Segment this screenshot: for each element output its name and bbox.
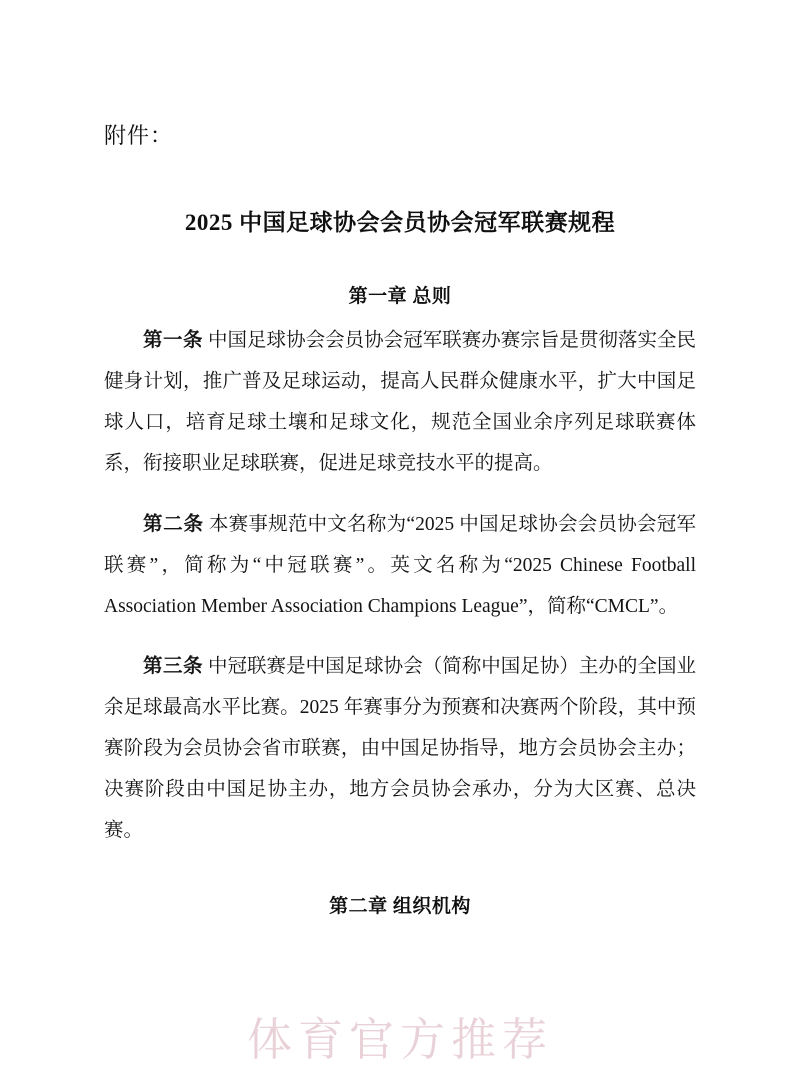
article-number: 第二条 (143, 513, 204, 535)
article-text: 中国足球协会会员协会冠军联赛办赛宗旨是贯彻落实全民健身计划，推广普及足球运动，提高人民群众健康水平，扩大中国足球人口，培育足球土壤和足球文化，规范全国业余序列足球联赛体系，衔接职业足球联赛，促进足球竞技水平的提高。 (104, 330, 696, 474)
attachment-label: 附件： (104, 123, 174, 148)
article-paragraph (104, 646, 696, 851)
watermark: 体育官方推荐 (246, 1015, 553, 1065)
article-number: 第一条 (143, 330, 204, 351)
article-text: 本赛事规范中文名称为“2025 中国足球协会会员协会冠军联赛”，简称为“中冠联赛”。英文名称为“2025 Chinese Football Association Member Association Champions League”，简称“CMCL”。 (104, 513, 697, 617)
article-number: 第三条 (143, 656, 204, 677)
article-paragraph (104, 504, 696, 627)
chapter-heading-1: 第一章 总则 (348, 286, 452, 307)
article-text: 中冠联赛是中国足球协会（简称中国足协）主办的全国业余足球最高水平比赛。2025 年赛事分为预赛和决赛两个阶段，其中预赛阶段为会员协会省市联赛，由中国足协指导，地方会员协会主办；决赛阶段由中国足协主办，地方会员协会承办，分为大区赛、总决赛。 (104, 656, 696, 841)
article-paragraph (104, 320, 696, 484)
page-title: 2025 中国足球协会会员协会冠军联赛规程 (184, 210, 616, 235)
chapter-heading-2: 第二章 组织机构 (329, 896, 471, 917)
